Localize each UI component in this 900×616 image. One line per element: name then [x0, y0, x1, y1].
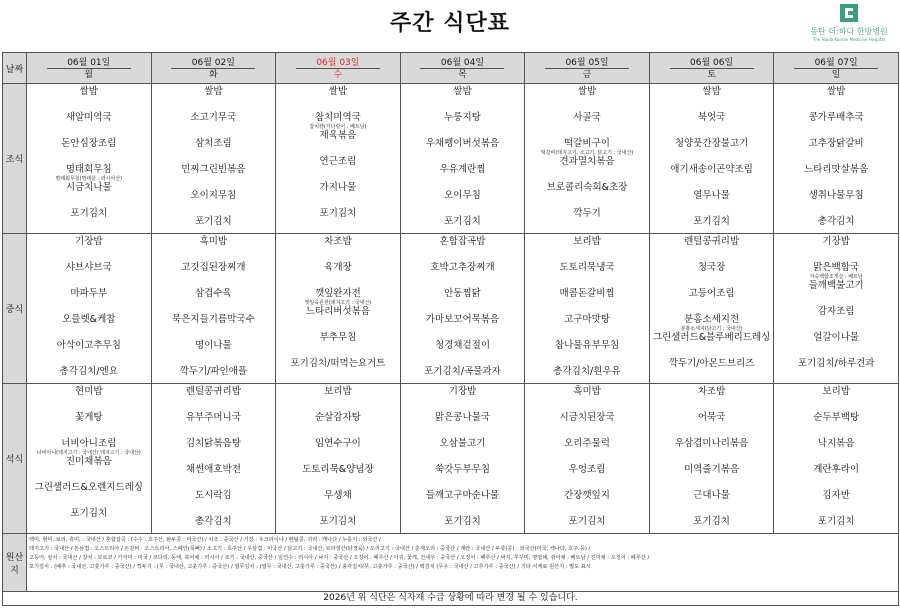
menu-item: 미역줄기볶음: [684, 464, 740, 475]
dinner-cell-day-2: [151, 384, 276, 534]
menu-item: 낙지볶음: [817, 438, 855, 449]
lunch-cell-day-6: [649, 234, 774, 384]
menu-item: 김자반: [822, 490, 850, 501]
spacer: [401, 124, 525, 138]
origin-note: 참치캔(가다랑어 : 베트남): [309, 124, 367, 130]
menu-item: 삼치조림: [194, 138, 232, 149]
spacer: [27, 124, 151, 138]
date-text: 06월 06일: [650, 58, 774, 69]
spacer: [401, 248, 525, 262]
menu-item: 보리밥: [822, 386, 850, 397]
spacer: [152, 450, 276, 464]
menu-item: 느타리맛살볶음: [804, 164, 869, 175]
spacer: [401, 300, 525, 314]
menu-item: 떡갈비구이: [564, 138, 610, 149]
dinner-cell-day-5: [525, 384, 650, 534]
spacer: [650, 150, 774, 164]
spacer: [152, 98, 276, 112]
notice-row: [3, 592, 899, 606]
weekly-menu-table: [2, 52, 899, 606]
lunch-cell-day-2: [151, 234, 276, 384]
menu-item: 기장밥: [822, 236, 850, 247]
menu-item: 맑은콩나물국: [434, 412, 490, 423]
hospital-logo-icon: [840, 4, 858, 22]
spacer: [27, 352, 151, 366]
menu-item: 민찌그린빈볶음: [181, 164, 246, 175]
menu-item: 고구마맛탕: [564, 314, 610, 325]
menu-item: 포기김치: [70, 508, 108, 519]
menu-item: 포기김치: [194, 216, 232, 227]
menu-item: 꽃게탕: [75, 412, 103, 423]
menu-change-notice: 2026년 위 식단은 식자재 수급 상황에 따라 변경 될 수 있습니다.: [3, 592, 899, 606]
spacer: [650, 124, 774, 138]
spacer: [401, 398, 525, 412]
spacer: [27, 398, 151, 412]
spacer: [27, 424, 151, 438]
menu-item: 순살감자탕: [314, 412, 361, 423]
menu-item: 쌀밥: [328, 86, 348, 97]
menu-item: 렌틸콩귀리밥: [684, 236, 740, 247]
menu-item: 도시락김: [194, 490, 232, 501]
menu-item: 감자조림: [817, 306, 855, 317]
menu-item: 쌀밥: [79, 86, 98, 97]
menu-item: 오이지무침: [190, 190, 237, 201]
menu-item: 얼갈이나물: [813, 332, 860, 343]
menu-item: 기장밥: [448, 386, 477, 397]
menu-item: 청양풋간장불고기: [674, 138, 749, 149]
origin-line: 백미, 현미, 보리, 흑미, : 국내산 / 혼합잡곡 : (수수 : 호주산, 완두콩 : 미국산) / 차조 : 중국산 / 기장 : 우크라이나 / 렌틸콩, 귀리 : 캐나다 / 누룽지 : 외국산 /: [29, 537, 381, 543]
date-header-day-2: [151, 53, 276, 84]
menu-item: 포기김치: [817, 516, 855, 527]
spacer: [774, 202, 898, 216]
spacer: [152, 150, 276, 164]
menu-item: 명태회무침: [65, 164, 112, 175]
menu-item: 포기김치/떠먹는요거트: [290, 358, 386, 369]
spacer: [774, 176, 898, 190]
spacer: [774, 344, 898, 358]
menu-item: 쌀밥: [204, 86, 223, 97]
menu-item: 돈안심장조림: [61, 138, 117, 149]
weekday-text: 목: [458, 70, 467, 80]
page-title: 주간 식단표: [390, 11, 510, 36]
spacer: [27, 300, 151, 314]
hospital-subtitle: The Haida Korean Medicine Hospital: [812, 37, 886, 42]
lunch-cell-day-5: [525, 234, 650, 384]
spacer: [401, 274, 525, 288]
breakfast-cell-day-1: [27, 84, 152, 234]
menu-item: 총각김치/흰우유: [553, 366, 621, 377]
menu-item: 우채펭이버섯볶음: [425, 138, 500, 149]
lunch-cell-day-7: [774, 234, 899, 384]
spacer: [27, 248, 151, 262]
menu-item: 시금치나물: [65, 182, 112, 193]
spacer: [276, 502, 400, 516]
menu-item: 도토리묵&양념장: [302, 464, 374, 475]
hospital-logo: [810, 4, 888, 48]
dinner-row: [3, 384, 899, 534]
menu-item: 소고기무국: [190, 112, 237, 123]
spacer: [276, 274, 400, 288]
spacer: [650, 476, 774, 490]
date-header-day-5: [525, 53, 650, 84]
menu-item: 사골국: [573, 112, 601, 123]
menu-item: 호박고추장찌개: [430, 262, 495, 273]
menu-item: 근대나물: [693, 490, 730, 501]
menu-item: 포기김치: [444, 216, 481, 227]
spacer: [27, 468, 151, 482]
breakfast-cell-day-2: [151, 84, 276, 234]
weekday-text: 금: [582, 70, 592, 80]
menu-item: 간장깻잎지: [564, 490, 610, 501]
menu-item: 렌틸콩귀리밥: [185, 386, 241, 397]
origin-note: 명태회무침(명태살 : 러시아산): [55, 176, 123, 182]
spacer: [650, 202, 774, 216]
menu-item: 현미밥: [75, 386, 103, 397]
date-text: 06월 04일: [401, 58, 525, 69]
origin-note: 분홍소세지(닭고기 : 국내산): [680, 326, 743, 332]
date-header-day-1: [27, 53, 152, 84]
menu-item: 쌀밥: [826, 86, 846, 97]
lunch-row: [3, 234, 899, 384]
spacer: [152, 248, 276, 262]
origin-row: [3, 534, 899, 592]
spacer: [27, 194, 151, 208]
menu-item: 들깨고구마순나물: [425, 490, 500, 501]
menu-item: 그린샐러드&오렌지드레싱: [34, 482, 143, 493]
weekday-text: 월: [84, 70, 94, 80]
menu-item: 오리주물럭: [564, 438, 610, 449]
spacer: [525, 98, 649, 112]
origin-line: 고등어, 삼치 : 국내산 / 갈치 : 모로코 / 가자미 : 미국 / 코다리, 동태, 북어채 : 러시아 / 조기 : 국내산, 중국산 / 임연수 : 러시아 / 낙지 : 중국산 / 오징어 : 페루산 / 아귀, 꽃게, 건새우 : 중국산 / 오징어 : 페루산 / 낙지, 쭈꾸미, 명엽채, 쥐어채 : 베트남 / 진미채 : 오징어 : 페루산 /: [29, 555, 650, 561]
breakfast-cell-day-7: [774, 84, 899, 234]
menu-item: 청국장: [697, 262, 726, 273]
spacer: [774, 398, 898, 412]
origin-note: 떡갈비(돼지고기, 소고기, 닭고기 : 국내산): [540, 150, 634, 156]
lunch-cell-day-4: [400, 234, 525, 384]
menu-item: 고깃집된장찌개: [181, 262, 246, 273]
spacer: [650, 398, 774, 412]
date-text: 06월 05일: [525, 58, 649, 69]
menu-item: 쌀밥: [453, 86, 472, 97]
dinner-cell-day-7: [774, 384, 899, 534]
menu-item: 포기김치: [693, 216, 730, 227]
spacer: [774, 502, 898, 516]
menu-item: 도토리묵냉국: [559, 262, 615, 273]
spacer: [401, 424, 525, 438]
menu-item: 포기김치: [319, 516, 357, 527]
menu-item: 포기김치: [568, 516, 606, 527]
date-text: 06월 07일: [774, 58, 898, 69]
spacer: [276, 194, 400, 208]
dinner-cell-day-3: [276, 384, 401, 534]
spacer: [525, 502, 649, 516]
row-label-dinner: 석식: [3, 384, 27, 534]
spacer: [152, 502, 276, 516]
spacer: [774, 150, 898, 164]
spacer: [525, 124, 649, 138]
menu-item: 총각김치/엔요: [59, 366, 118, 377]
lunch-cell-day-1: [27, 234, 152, 384]
menu-item: 고추장닭갈비: [808, 138, 864, 149]
breakfast-row: [3, 84, 899, 234]
menu-item: 가지나물: [319, 182, 357, 193]
spacer: [152, 352, 276, 366]
spacer: [27, 150, 151, 164]
menu-item: 혼합잡곡밥: [439, 236, 486, 247]
spacer: [650, 344, 774, 358]
menu-item: 애기새송이곤약조림: [670, 164, 753, 175]
date-text: 06월 01일: [27, 58, 151, 69]
spacer: [525, 424, 649, 438]
lunch-cell-day-3: [276, 234, 401, 384]
menu-item: 쌀밥: [702, 86, 721, 97]
origin-note: 깻잎육원전(돼지고기 : 국내산): [304, 300, 372, 306]
spacer: [774, 424, 898, 438]
row-label-breakfast: 조식: [3, 84, 27, 234]
menu-item: 누룽지탕: [444, 112, 481, 123]
menu-item: 명이나물: [194, 340, 232, 351]
menu-item: 포기김치: [319, 208, 357, 219]
spacer: [401, 450, 525, 464]
spacer: [152, 476, 276, 490]
menu-item: 맑은백합국: [813, 262, 860, 273]
menu-item: 견과멸치볶음: [559, 156, 615, 167]
spacer: [152, 274, 276, 288]
menu-item: 포기김치: [70, 208, 108, 219]
spacer: [401, 176, 525, 190]
row-label-date: 날짜: [3, 53, 27, 84]
menu-item: 묵은지들기름막국수: [172, 314, 255, 325]
menu-item: 참나물유부무침: [554, 340, 620, 351]
spacer: [401, 202, 525, 216]
date-text: 06월 03일: [276, 58, 400, 69]
spacer: [401, 502, 525, 516]
menu-item: 오삼불고기: [439, 438, 486, 449]
date-header-day-3: [276, 53, 401, 84]
menu-item: 육개장: [324, 262, 352, 273]
menu-item: 오이무침: [444, 190, 481, 201]
spacer: [650, 424, 774, 438]
menu-item: 삼겹수육: [194, 288, 232, 299]
spacer: [525, 326, 649, 340]
spacer: [401, 98, 525, 112]
menu-item: 총각김치: [194, 516, 232, 527]
menu-item: 유부주머니국: [185, 412, 241, 423]
spacer: [650, 450, 774, 464]
dinner-cell-day-1: [27, 384, 152, 534]
spacer: [276, 98, 400, 112]
spacer: [152, 124, 276, 138]
origin-line: 포기김치 : (배추 : 국내산, 고춧가루 : 중국산) / 깍두기 : (무 : 국내산, 고춧가루 : 중국산) / 열무김치 : (열무 : 국내산, 고춧가루 : 중국산) / 총각김치(무, 고춧가루 : 중국산) / 백김치 (무우 : 국내산 / 고추가루 : 중국산) / 기타 식재료 원산지 : 별도 표시: [29, 564, 591, 570]
spacer: [276, 398, 400, 412]
menu-item: 청경채겉절이: [434, 340, 490, 351]
spacer: [401, 352, 525, 366]
spacer: [525, 194, 649, 208]
menu-item: 깍두기/아몬드브리즈: [668, 358, 755, 369]
spacer: [276, 476, 400, 490]
menu-item: 새알미역국: [65, 112, 112, 123]
menu-item: 김치닭볶음탕: [185, 438, 241, 449]
origin-note: 너비아니(돼지고기 : 국내산/ 돼지고기 : 국내산): [36, 450, 141, 456]
menu-item: 우삼겹미나리볶음: [674, 438, 749, 449]
menu-item: 시금치된장국: [559, 412, 615, 423]
menu-item: 샤브샤브국: [65, 262, 112, 273]
menu-item: 부추무침: [319, 332, 357, 343]
spacer: [152, 398, 276, 412]
spacer: [152, 326, 276, 340]
menu-item: 안동찜닭: [444, 288, 481, 299]
menu-item: 무생채: [324, 490, 352, 501]
spacer: [650, 300, 774, 314]
spacer: [525, 476, 649, 490]
menu-item: 차조밥: [697, 386, 726, 397]
spacer: [27, 98, 151, 112]
spacer: [27, 494, 151, 508]
spacer: [276, 450, 400, 464]
spacer: [401, 476, 525, 490]
spacer: [276, 142, 400, 156]
spacer: [525, 248, 649, 262]
menu-item: 흑미밥: [199, 236, 228, 247]
menu-item: 브로콜리숙회&초장: [546, 182, 628, 193]
menu-item: 채썬애호박전: [185, 464, 241, 475]
spacer: [774, 124, 898, 138]
weekday-text: 일: [831, 70, 841, 80]
spacer: [276, 424, 400, 438]
spacer: [650, 274, 774, 288]
spacer: [525, 450, 649, 464]
spacer: [525, 274, 649, 288]
menu-item: 콩가루배추국: [808, 112, 864, 123]
spacer: [774, 450, 898, 464]
row-label-lunch: 중식: [3, 234, 27, 384]
menu-item: 포기김치/곡물과자: [424, 366, 501, 377]
menu-item: 계란후라이: [813, 464, 860, 475]
menu-item: 보리밥: [573, 236, 601, 247]
menu-item: 포기김치: [693, 516, 730, 527]
origin-line: 돼지고기 : 국내산 / 돈삼겹 : 오스트리아 / 돈갈비 : 오스트리아, 스페인(목뼈) / 소고기 : 호주산 / 우삼겹 : 미국산 / 닭고기 : 국내산, 브라질산(닭정육) / 오리고기 : 국내산 / 훈제오리 : 중국산 / 계란 : 국내산 / 두류(콩) : 외국산(미국, 캐나다, 호주 등) /: [29, 546, 591, 552]
menu-item: 차조밥: [324, 236, 352, 247]
menu-item: 열무나물: [693, 190, 730, 201]
menu-item: 포기김치/하루견과: [797, 358, 875, 369]
breakfast-cell-day-4: [400, 84, 525, 234]
spacer: [27, 326, 151, 340]
menu-item: 그린샐러드&블루베리드레싱: [652, 332, 771, 343]
dinner-cell-day-4: [400, 384, 525, 534]
row-label-origin: 원산지: [3, 534, 27, 592]
menu-item: 연근조림: [319, 156, 357, 167]
date-row: [3, 53, 899, 84]
breakfast-cell-day-5: [525, 84, 650, 234]
menu-item: 깻잎완자전: [314, 288, 361, 299]
menu-item: 분홍소세지전: [684, 314, 740, 325]
spacer: [525, 398, 649, 412]
menu-item: 쌀밥: [577, 86, 597, 97]
menu-item: 들깨백불고기: [808, 280, 864, 291]
spacer: [774, 318, 898, 332]
spacer: [152, 424, 276, 438]
menu-item: 마파두부: [70, 288, 108, 299]
spacer: [774, 98, 898, 112]
weekday-text: 화: [208, 70, 218, 80]
date-header-day-4: [400, 53, 525, 84]
dinner-cell-day-6: [649, 384, 774, 534]
spacer: [525, 352, 649, 366]
origin-info: [27, 534, 899, 592]
menu-item: 진미채볶음: [65, 456, 112, 467]
spacer: [401, 150, 525, 164]
menu-item: 보리밥: [324, 386, 352, 397]
spacer: [276, 248, 400, 262]
date-header-day-7: [774, 53, 899, 84]
spacer: [152, 300, 276, 314]
date-text: 06월 02일: [152, 58, 276, 69]
menu-item: 고등어조림: [688, 288, 735, 299]
spacer: [525, 168, 649, 182]
menu-item: 포기김치: [444, 516, 481, 527]
date-header-day-6: [649, 53, 774, 84]
menu-item: 아삭이고추무침: [56, 340, 121, 351]
spacer: [276, 168, 400, 182]
spacer: [650, 176, 774, 190]
menu-item: 너비아니조림: [61, 438, 117, 449]
spacer: [774, 248, 898, 262]
spacer: [650, 248, 774, 262]
hospital-name: 동탄 더:하다 한방병원: [810, 27, 888, 36]
spacer: [27, 274, 151, 288]
spacer: [276, 318, 400, 332]
spacer: [152, 202, 276, 216]
menu-item: 쑥갓두부무침: [434, 464, 490, 475]
origin-note: 자숙백합조갯살 : 베트남: [809, 274, 863, 280]
spacer: [401, 326, 525, 340]
spacer: [525, 300, 649, 314]
menu-item: 깍두기: [573, 208, 601, 219]
menu-item: 제육볶음: [319, 130, 357, 141]
spacer: [152, 176, 276, 190]
menu-item: 매콤돈갈비찜: [559, 288, 615, 299]
menu-item: 오믈렛&케찹: [62, 314, 116, 325]
menu-item: 순두부백탕: [813, 412, 860, 423]
weekday-text: 토: [707, 70, 716, 80]
menu-item: 북엇국: [697, 112, 726, 123]
menu-item: 어묵국: [697, 412, 726, 423]
weekday-text: 수: [333, 70, 343, 80]
breakfast-cell-day-3: [276, 84, 401, 234]
menu-item: 가마보꼬어묵볶음: [425, 314, 500, 325]
spacer: [774, 476, 898, 490]
menu-item: 참치미역국: [314, 112, 361, 123]
spacer: [276, 344, 400, 358]
menu-item: 우유계란찜: [439, 164, 486, 175]
menu-item: 총각김치: [817, 216, 855, 227]
menu-item: 느타리버섯볶음: [305, 306, 371, 317]
menu-item: 임연수구이: [314, 438, 361, 449]
menu-item: 기장밥: [75, 236, 103, 247]
menu-item: 생취나물무침: [808, 190, 864, 201]
menu-item: 우엉조림: [568, 464, 606, 475]
menu-item: 깍두기/파인애플: [179, 366, 248, 377]
spacer: [774, 292, 898, 306]
breakfast-cell-day-6: [649, 84, 774, 234]
spacer: [650, 502, 774, 516]
spacer: [650, 98, 774, 112]
menu-item: 흑미밥: [573, 386, 601, 397]
